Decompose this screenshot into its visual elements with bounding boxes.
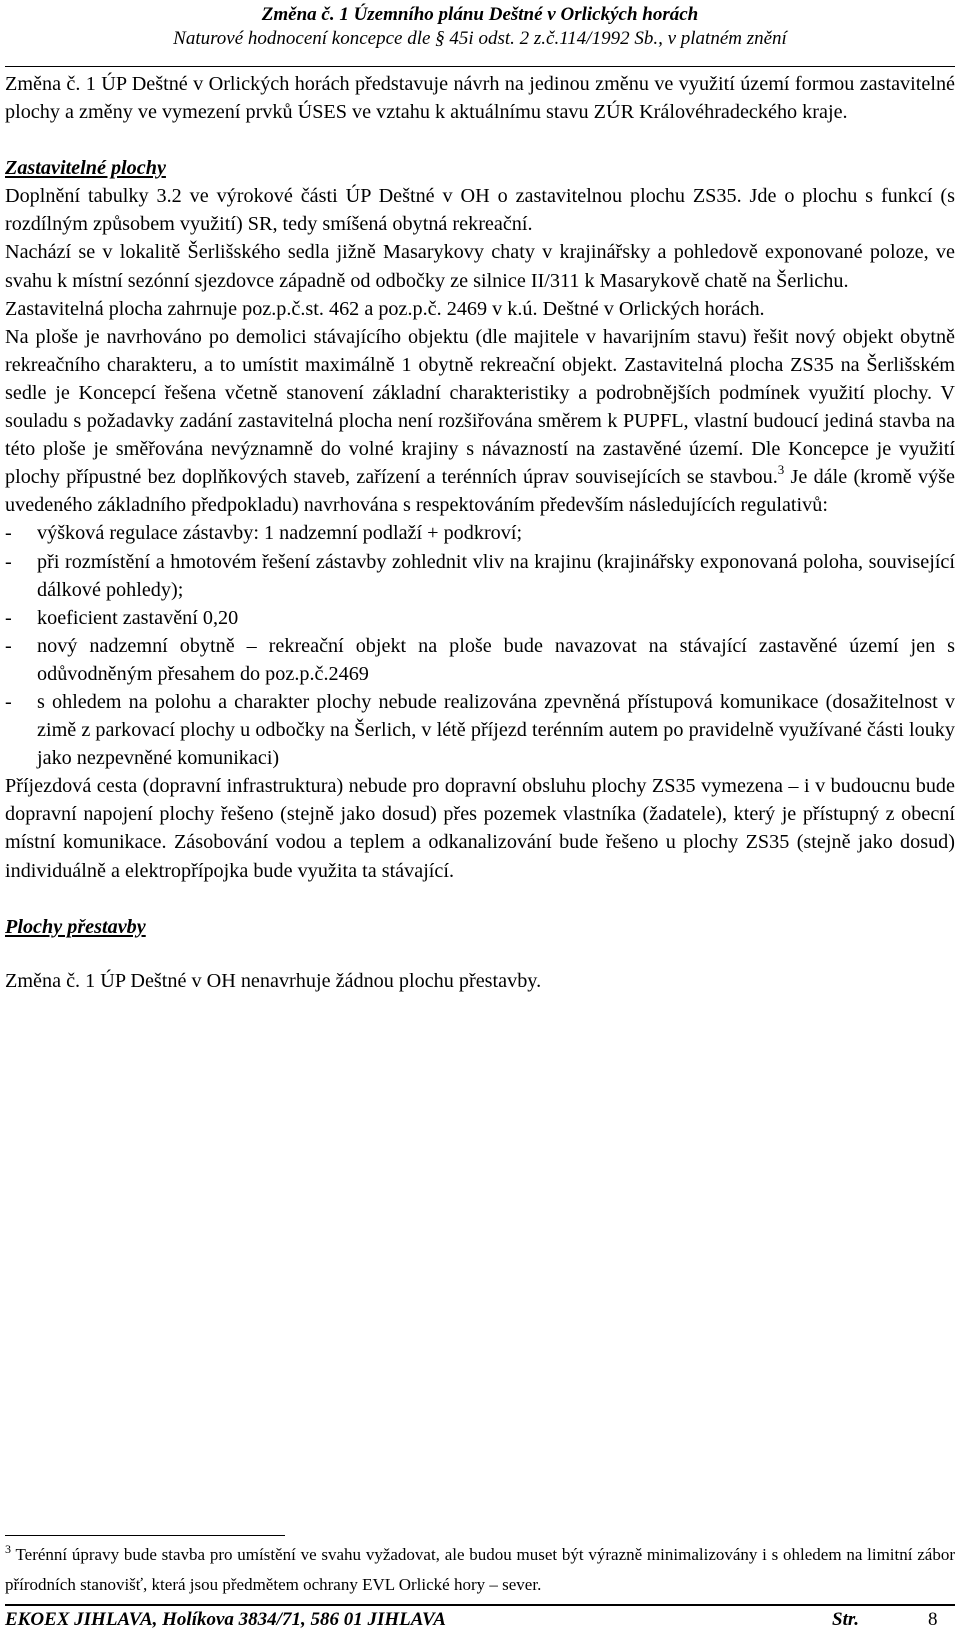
- footer-company: EKOEX JIHLAVA, Holíkova 3834/71, 586 01 JIHLAVA: [5, 1609, 446, 1630]
- list-item: [5, 632, 955, 688]
- intro-paragraph: Změna č. 1 ÚP Deštné v Orlických horách představuje návrh na jedinou změnu ve využití území formou zastavitelné plochy a změny ve vymezení prvků ÚSES ve vztahu k aktuálnímu stavu ZÚR Královéhradeckého kraje.: [5, 73, 955, 124]
- footer-divider: [5, 1604, 955, 1606]
- footnote-divider: [5, 1535, 285, 1536]
- list-item-text: s ohledem na polohu a charakter plochy nebude realizována zpevněná přístupová komunikace (dosažitelnost v zimě z parkovací plochy u odbočky na Šerlich, v létě příjezd terénním autem po pravidelně využívané části louky jako nezpevněné komunikaci): [37, 690, 955, 770]
- paragraph-doplneni: Doplnění tabulky 3.2 ve výrokové části ÚP Deštné v OH o zastavitelnou plochu ZS35. Jde o plochu s funkcí (s rozdílným způsobem využití) SR, tedy smíšená obytná rekreační.: [5, 185, 955, 236]
- paragraph-pozemky: Zastavitelná plocha zahrnuje poz.p.č.st. 462 a poz.p.č. 2469 v k.ú. Deštné v Orlických horách.: [5, 297, 765, 320]
- list-marker: -: [5, 690, 12, 713]
- paragraph-objekt-continued: Je dále (kromě výše uvedeného základního předpokladu) navrhována s respektováním především následujících regulativů:: [5, 466, 955, 517]
- paragraph-objekt-text: Na ploše je navrhováno po demolici stávajícího objektu (dle majitele v havarijním stavu) řešit nový objekt obytně rekreačního charakteru, a to umístit maximálně 1 obytně rekreační objekt. Zastavitelná plocha ZS35 na Šerlišském sedle je Koncepcí řešena včetně stanovení základní charakteristiky a podrobnějších podmínek využití plochy. V souladu s požadavky zadání zastavitelná plocha není rozšiřována směrem k PUPFL, vlastní budoucí jediná stavba na této ploše je směřována nevýznamně do volné krajiny s návazností na zastavěné území. Dle Koncepce je využití plochy přípustné bez doplňkových staveb, zařízení a terénních úprav souvisejících se stavbou.: [5, 325, 955, 489]
- spacer: [5, 941, 955, 967]
- list-item: [5, 548, 955, 604]
- list-item: [5, 519, 955, 547]
- list-item-text: výšková regulace zástavby: 1 nadzemní podlaží + podkroví;: [37, 522, 523, 545]
- list-marker: -: [5, 550, 12, 573]
- list-marker: -: [5, 522, 12, 545]
- section-heading-zastavitelne-plochy: Zastavitelné plochy: [5, 157, 166, 180]
- footer-page-label: Str.: [832, 1609, 859, 1630]
- list-marker: -: [5, 606, 12, 629]
- section-heading-plochy-prestavby: Plochy přestavby: [5, 915, 146, 938]
- spacer: [5, 126, 955, 154]
- list-marker: -: [5, 634, 12, 657]
- spacer: [5, 885, 955, 913]
- paragraph-objekt: [5, 323, 955, 520]
- list-item-text: při rozmístění a hmotovém řešení zástavby zohlednit vliv na krajinu (krajinářsky exponovaná poloha, související dálkové pohledy);: [37, 550, 955, 601]
- footnote-number: 3: [5, 1542, 11, 1556]
- regulation-list: [5, 519, 955, 772]
- list-item-text: koeficient zastavění 0,20: [37, 606, 239, 629]
- paragraph-lokalita: Nachází se v lokalitě Šerlišského sedla jižně Masarykovy chaty v krajinářsky a pohledově exponované poloze, ve svahu k místní sezónní sjezdovce západně od odbočky ze silnice II/311 k Masarykově chatě na Šerlichu.: [5, 241, 955, 292]
- header-title: Změna č. 1 Územního plánu Deštné v Orlických horách: [261, 4, 699, 25]
- footer-page-number: 8: [928, 1609, 938, 1630]
- list-item-text: nový nadzemní obytně – rekreační objekt na ploše bude navazovat na stávající zastavěné území jen s odůvodněným přesahem do poz.p.č.2469: [37, 634, 955, 685]
- paragraph-prestavba: Změna č. 1 ÚP Deštné v OH nenavrhuje žádnou plochu přestavby.: [5, 969, 542, 992]
- paragraph-infrastruktura: Příjezdová cesta (dopravní infrastruktura) nebude pro dopravní obsluhu plochy ZS35 vymezena – i v budoucnu bude dopravní napojení plochy řešeno (stejně jako dosud) přes pozemek vlastníka (žadatele), který je přístupný z obecní místní komunikace. Zásobování vodou a teplem a odkanalizování bude řešeno u plochy ZS35 (stejně jako dosud) individuálně a elektropřípojka bude využita ta stávající.: [5, 775, 955, 882]
- header-divider: [5, 66, 955, 67]
- footnote-reference: 3: [777, 462, 785, 478]
- footnote-text: Terénní úpravy bude stavba pro umístění ve svahu vyžadovat, ale budou muset být výrazně minimalizovány i s ohledem na limitní zábor přírodních stanovišť, která jsou předmětem ochrany EVL Orlické hory – sever.: [5, 1545, 955, 1594]
- header-subtitle: Naturové hodnocení koncepce dle § 45i odst. 2 z.č.114/1992 Sb., v platném znění: [173, 28, 787, 49]
- document-body: [5, 70, 955, 995]
- list-item: [5, 604, 955, 632]
- list-item: [5, 688, 955, 772]
- footnote: [5, 1540, 955, 1600]
